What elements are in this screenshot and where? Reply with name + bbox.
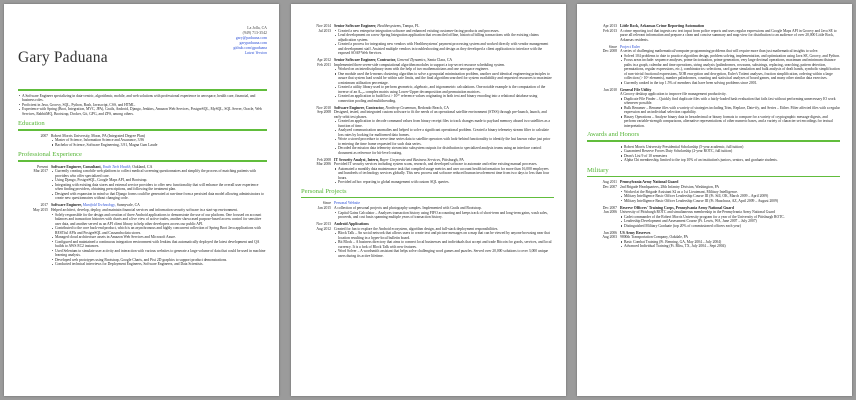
education-school: Robert Morris University, Moon, PA (Integrated Degree Plan) (51, 133, 145, 138)
section-rule (587, 140, 840, 142)
project-intro: A crime reporting tool that ingests raw text input from police reports and uses regular expressions and Google Maps API in Groovy and Java SE to parse all relevant information and prepare a clean and concise summary and map view for distribution to an audience of over 20,000 Little Rock, Arkansas residents. (620, 28, 837, 42)
project-entry (301, 222, 554, 258)
job-bullet: Integrating with existing data stores and external service providers to offer new functionality that will enhance the overall user experience when finding providers, obtaining prescriptions, and following the treatment plan. (51, 183, 267, 192)
city: La Jolla, CA (247, 26, 267, 30)
job-bullet: Contributed to the core back-end product, which is an asynchronous and highly concurrent collection of Spring Boot Java applications with RESTful APIs and PostgreSQL and Cassandra data stores. (51, 226, 267, 235)
military-heading: Military (587, 166, 609, 174)
personal-projects-heading: Personal Projects (301, 187, 347, 195)
award-item: Dean's List 9 of 10 semesters (620, 154, 840, 159)
contact-block (233, 26, 267, 56)
project-entry (587, 88, 840, 129)
project-intro: A collection of personal projects and photography samples. Implemented with Grails and Bootstrap. (334, 206, 482, 211)
section-rule (301, 197, 554, 199)
resume-page-1 (4, 4, 279, 396)
job-bullet: Solely responsible for the design and creation of three Android applications to demonstrate the use of our platform. One focused on account balances and transaction histories with charts and a live view of active trades, another showcased purpose-based access control for sensitive user data, and another served as an API client library to help other developers access our public API. (51, 213, 267, 227)
project-intro: Created for fun to explore the Android ecosystem, algorithm design, and full-stack deployment responsibilities. (334, 226, 499, 231)
project-dates: Since Jan 2015 (317, 201, 331, 210)
job-bullet: Using Django, PostgreSQL, Google Maps API, and Bootstrap. (51, 178, 267, 183)
military-bullet: Basic Combat Training (Ft. Benning, GA, May 2004 – July 2004) (620, 240, 840, 245)
education-date: 2007 (40, 133, 48, 138)
project-entry (587, 45, 840, 86)
job-entry (18, 165, 267, 201)
job-title: Senior Software Engineer, Healthesystems, Tampa, FL (334, 24, 420, 28)
job-title: Software Engineer, Consultant, Youth Tech Health, Oakland, CA (51, 164, 153, 169)
job-bullet: Analyzed communication anomalies and helped to solve a significant operational problem. Created a binary telemetry stream filter to calculate loss rates by looking for malformed data frames. (334, 128, 554, 137)
job-intro: Designed, tested, and integrated custom software to fit the needs of an operational satellite environment (STSS) through pre-launch, launch, and early-orbit test phases. (334, 110, 547, 119)
summary-list (18, 94, 267, 117)
job-title: IT Security Analyst, Intern, Bayer Corporate and Business Services, Pittsburgh, PA (334, 157, 464, 162)
job-bullet: Automated a monthly data maintenance task that compiled usage metrics and user account health information for more than 16,000 employees and hundreds of technology services globally. This new process and software reduced human involvement time from two days to less than four hours. (334, 167, 554, 181)
project-euler-link[interactable]: Project Euler (620, 44, 640, 49)
company-link[interactable]: Youth Tech Health, (102, 164, 132, 169)
award-item: Guaranteed Reserve Forces Duty Scholarship (2-year ROTC, full tuition) (620, 149, 840, 154)
award-item: Robert Morris University Presidential Scholarship (5-year academic, full tuition) (620, 145, 840, 150)
job-title: Software Engineer, Contractor, Northrop Grumman, Redondo Beach, CA (334, 105, 450, 110)
job-bullet: Created a new enterprise integration software and enhanced existing customer-facing products and processes. (334, 29, 554, 34)
job-dates: Nov 2010 Sep 2008 (316, 105, 331, 115)
resume-page-3 (577, 4, 852, 396)
summary-rule (18, 89, 267, 91)
project-bullet: Focus areas include: sequence analyses, prime factorization, prime generation, very large decimal operations, maximum and minimum distance paths in a graph, calendar and time operations, string analysis (palindromes, rowsums, substrings, replacing, searching, pattern detection, permutations, regular expressions, etc.), combinatorics: selections, card game simulation and bulk analysis of dealt hands, symbolic simplification of non-trivial fractional expressions, XOR encryption and decryption, Euler's Totient analyses, fraction simplification, ordering within a large collection (> 10⁶ elements), number palindromes, counting and statistical analyses of board games, and many other similar data exercises. (620, 58, 840, 81)
job-entry (301, 158, 554, 185)
github-link[interactable]: github.com/gpaduana (233, 46, 267, 50)
job-bullet: Wrote a stored procedure to serve time series data to satellite operators with look-behind functionality to identify the last known value just prior to entering the time frame requested for such data series. (334, 137, 554, 146)
job-bullet: Currently creating a mobile web platform to collect medical screening questionnaires and simplify the process of matching patients with providers who offer specialized care. (51, 169, 267, 178)
project-title: General File Utility (620, 87, 652, 92)
section-rule (18, 129, 267, 131)
project-bullet: Bulk Renamer – Rename files with a variety of strategies including Trim, Replace, Date-ify, and Series – Either. Filter affected files with a regular expression and an individual selection capability. (620, 106, 840, 115)
military-entry (587, 231, 840, 249)
military-unit: US Army Reserves (620, 230, 651, 235)
military-line: University of Pittsburgh ROTC and simultaneous membership in the Pennsylvania Army National Guard (620, 210, 775, 215)
website-link[interactable]: garypaduana.com (239, 41, 267, 45)
education-degree: Master of Science, Information Science and Assurance, 3.96 (51, 138, 267, 143)
military-dates: Dec 2007 Jun 2006 (602, 205, 617, 215)
project-bullet: Binary Operations – Analyze binary data in hexadecimal or binary formats to compare for a variety of cryptographic message digests, and perform variable-strength comparisons, alternative representations of other numeric bases, and a variety of character set encodings for textual interpretation. (620, 115, 840, 129)
job-entry (301, 24, 554, 56)
job-entry (18, 203, 267, 266)
project-bullet: Block Talk – An social network that allows users to create text and picture messages on a map that can be viewed by anyone browsing near that location resulting in a hyper-local bulletin board. (334, 231, 554, 240)
awards-entry (587, 145, 840, 163)
military-line: 9800th Transportation Company, Oakdale, PA (620, 235, 689, 240)
military-entry (587, 206, 840, 229)
job-bullet: Decoded the mission data telemetry stream into subsystem outputs for distribution to specialized analysis teams using an interface control document as reference for bit-level routing. (334, 146, 554, 155)
job-intro: Provided IT security services including system scans, research, and developed software to automate and refine existing manual processes. (334, 162, 538, 167)
job-title: Senior Software Engineer, Contractor, General Dynamics, Santa Clara, CA (334, 58, 453, 63)
military-bullet: Cadet commander of the Robert Morris University program for a year of the University of Pittsburgh ROTC. (620, 215, 840, 220)
company-link[interactable]: Manifold Technology, (82, 203, 116, 208)
project-intro: A Groovy desktop application to improve file management productivity. (620, 92, 727, 97)
job-entry (301, 106, 554, 156)
summary-item: A Software Engineer specializing in data-centric, algorithmic, mobile, and web solutions with professional experience in aerospace, health care, financial, and business roles. (18, 94, 267, 103)
resume-name: Gary Paduana (18, 49, 108, 66)
military-bullet: Advanced Individual Training (Ft. Bliss, TX, July 2004 – Sept 2004) (620, 244, 840, 249)
project-bullet: Bit Block – A business directory that aims to connect local businesses and individuals that accept and trade Bitcoin for goods, services, and local currency. It is a fork of Block Talk with new features. (334, 240, 554, 249)
job-intro: Implemented three seven-side computational algorithm modules to support a top-secret resource scheduling system. (334, 62, 506, 67)
military-bullet: Military Intelligence Basic Officer Leadership Course III (Ft. Huachuca, AZ, April 2009 – August 2009) (620, 199, 840, 204)
military-bullet: Leadership Development and Assessment Course (Ft. Lewis, WA, June 2007 – July 2007) (620, 219, 840, 224)
project-entry (301, 201, 554, 219)
awards-heading: Awards and Honors (587, 131, 640, 139)
project-title: Little Rock, Arkansas Crime Reporting Automation (620, 24, 705, 28)
summary-item: Experience with Spring (Boot, Integration, MVC, JPA), Grails, Android, Django, Jenkins, Amazon Web Services, PostgreSQL, MySQL, SQL Server, Oracle, Web Services, RabbitMQ, Bootstrap, Docker, Git, GPG, and ZFS, among others. (18, 107, 267, 116)
project-dates: Apr 2013 Feb 2013 (602, 24, 617, 33)
job-intro: Helped architect, develop, deploy, and maintain financial services and information security software in a start-up environment. (51, 208, 238, 213)
project-dates: Since Dec 2008 (602, 44, 617, 54)
phone: (949) 713-3542 (242, 31, 267, 35)
project-title: Android Applications (334, 222, 369, 227)
job-bullet: Worked on an interdisciplinary team with the help of two mathematicians and one aerospace engineer. (334, 67, 554, 72)
job-title: Software Engineer, Manifold Technology, Sunnyvale, CA (51, 203, 140, 208)
job-dates: Present Mar 2017 (33, 164, 48, 174)
education-heading: Education (18, 120, 45, 128)
job-bullet: Used Selenium to simulate user activity and interaction with various websites to generate a large volume of data that could be used in machine learning analysis. (51, 249, 267, 258)
latest-version-link[interactable]: Latest Version (244, 51, 267, 55)
job-bullet: One module used the k-means clustering algorithm to solve a geospatial minimization problem, another used identical engineering principles to assure that system load would be within safe limits, and the final algorithm searched for system availability and requested resources to maximize a minimum utilization percentage. (334, 72, 554, 86)
military-bullet: Distinguished Military Graduate (top 20% of commissioned officers each year) (620, 224, 840, 229)
job-bullet: Provided ad hoc reporting to global management with custom SQL queries. (334, 180, 554, 185)
project-bullet: Capital Gains Calculator – Analyzes transaction history using FIFO accounting and keeps track of short-term and long-term gains, wash sales, proceeds, and cost basis spanning multiple years of transaction history. (334, 211, 554, 220)
project-dates: Jun 2010 (603, 87, 617, 92)
job-bullet: Designed with expansion in mind so that Django forms could be generated at run-time from a persisted data model allowing administrators to create new questionnaires without changing code. (51, 192, 267, 201)
job-dates: Nov 2014 Jul 2013 (316, 24, 331, 33)
project-title-link[interactable]: Personal Website (334, 201, 361, 206)
job-bullet: Managed cloud architecture assets in Amazon Web Services and Microsoft Azure. (51, 235, 267, 240)
education-degree: Bachelor of Science, Software Engineering, 3.91, Magna Cum Laude (51, 143, 267, 148)
military-line: 2nd Brigade Headquarters, 28th Infantry Division, Washington, PA (620, 185, 720, 190)
military-unit: Pennsylvania Army National Guard (620, 180, 679, 185)
award-item: Alpha Chi membership, limited to the top 10% of an institution's juniors, seniors, and graduate students. (620, 158, 840, 163)
project-bullet: Solved 104 problems to date to practice algorithm design, problem solving, implementation, and optimization using Java SE, Groovy, and Python. (620, 54, 840, 59)
military-entry (587, 180, 840, 203)
military-bullet: Military Intelligence Basic Officer Leadership Course III (Ft. Sill, OK, March 2009 – April 2009) (620, 194, 840, 199)
job-bullet: Configured and maintained a continuous integration environment with Jenkins that automatically deployed the latest development and QA builds to AWS EC2 instances. (51, 240, 267, 249)
military-dates: Jun 2006 Aug 2003 (602, 230, 617, 240)
job-dates: 2017 May 2015 (32, 203, 48, 212)
project-bullet: Word Solver – A wordsmith assistant that helps solve challenging word games and puzzles. Served over 20,000 solutions to over 3,000 unique users during its active lifetime. (334, 249, 554, 258)
email-link[interactable]: gary@paduana.com (235, 36, 267, 40)
job-bullet: Developed web prototypes using Bootstrap, Google Charts, and Pixi 2D graphics to support product demonstrations. (51, 258, 267, 263)
project-intro: A series of challenging mathematical/computer programming problems that will require more than just mathematical insights to solve. (620, 49, 819, 54)
job-bullet: Created an application to build lost > 10²⁰ reference values originating in both text and binary encoding into a relational database using connection pooling and multithreading. (334, 94, 554, 103)
military-bullet: Worked at the Brigade Assistant S2 as a 1st Lieutenant, Military Intelligence. (620, 190, 840, 195)
job-bullet: Lead development on a new Spring Integration application that reconciled offline, historical billing transactions with the existing claims adjudication system. (334, 33, 554, 42)
project-entry (587, 24, 840, 42)
job-bullet: Created an application to decode command values from binary receipt files to track changes made to payload memory aboard two satellites as a function of time. (334, 119, 554, 128)
resume-page-2 (291, 4, 566, 396)
section-rule (587, 176, 840, 178)
job-bullet: Conducted technical interviews for Deployment Engineers, Software Engineers, and Data Scientists. (51, 262, 267, 267)
job-dates: Apr 2012 Feb 2011 (316, 58, 331, 67)
job-bullet: Created a utility library used to perform geometric, algebraic, and trigonometric calculations. One notable example is the computation of the inverse of an Aₙₓₙ complex matrix using Lower-Upper decomposition and permutation matrices. (334, 85, 554, 94)
experience-heading: Professional Experience (18, 151, 82, 159)
project-bullet: Duplicate File Finder – Quickly find duplicate files with a fairly-loaded hash evaluation that fails fast without performing unnecessary IO work whenever possible. (620, 97, 840, 106)
section-rule (18, 160, 267, 162)
military-dates: Aug 2011 Dec 2007 (602, 180, 617, 189)
education-entry (18, 134, 267, 148)
job-dates: Feb 2008 Mar 2006 (316, 157, 331, 167)
job-bullet: Created a process for integrating new vendors with Healthesystems' payment processing system and worked directly with vendor management and development staff. Assisted multiple vendors in troubleshooting and design as they developed a client application to interface with the exposed SOAP Web Services. (334, 42, 554, 56)
summary-item: Proficient in Java, Groovy, SQL, Python, Bash, Javascript, CSS, and HTML. (18, 103, 267, 108)
job-entry (301, 58, 554, 103)
project-dates: Nov 2013 Aug 2012 (316, 222, 331, 231)
project-bullet: Currently ranked in the top 1.5% of members that have been solving problems since 2001. (620, 81, 840, 86)
military-unit: Reserve Officers' Training Corps, Pennsylvania Army National Guard (620, 205, 734, 210)
